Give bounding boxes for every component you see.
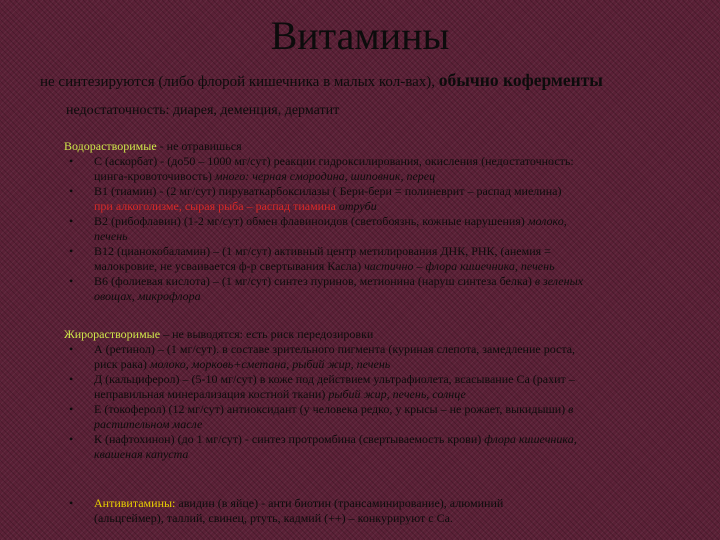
bullet-icon: • <box>69 372 74 386</box>
vitamin-c-line1: С (аскорбат) - (до50 – 1000 мг/сут) реакции гидроксилирования, окисления (недостаточность: <box>94 154 574 168</box>
vitamin-b2-sources-b: печень <box>94 229 128 243</box>
list-item-vitamin-k <box>64 432 676 462</box>
page-title: Витамины <box>270 13 450 58</box>
vitamin-a-line1: А (ретинол) – (1 мг/сут). в составе зрительного пигмента (куриная слепота, замедление роста, <box>94 342 576 356</box>
bullet-icon: • <box>69 496 74 510</box>
vitamin-b6-line2 <box>94 289 676 304</box>
bullet-icon: • <box>69 432 74 446</box>
vitamin-b12-line1: В12 (цианокобаламин) – (1 мг/сут) активный центр метилирования ДНК, РНК, (анемия = <box>94 244 551 258</box>
vitamin-c-line2 <box>94 169 676 184</box>
vitamin-e-text: Е (токоферол) (12 мг/сут) антиоксидант (у человека редко, у крысы – не рожает, выкидыши) <box>94 402 569 416</box>
vitamin-k-line1 <box>94 432 676 447</box>
deficiency-line: недостаточность: диарея, деменция, дерматит <box>66 103 340 118</box>
vitamin-b1-sources: отруби <box>338 199 377 213</box>
vitamin-d-sources: рыбий жир, печень, солнце <box>328 387 466 401</box>
vitamin-d-line2 <box>94 387 676 402</box>
bullet-icon: • <box>69 342 74 356</box>
water-heading: Водорастворимые <box>64 139 157 153</box>
list-item-vitamin-a <box>64 342 676 372</box>
fat-heading-rest: – не выводятся: есть риск передозировки <box>160 327 374 341</box>
fat-heading-line <box>64 327 676 342</box>
vitamin-e-sources-a: в <box>568 402 574 416</box>
vitamin-b12-sources: частично – флора кишечника, печень <box>364 259 555 273</box>
list-item-vitamin-e <box>64 402 676 432</box>
vitamin-a-line2-text: риск рака) <box>94 357 150 371</box>
vitamin-c-sources: много: черная смородина, шиповник, перец <box>214 169 436 183</box>
fat-heading: Жирорастворимые <box>64 327 161 341</box>
list-item-vitamin-b2 <box>64 214 676 244</box>
vitamin-b12-line2 <box>94 259 676 274</box>
bullet-icon: • <box>69 184 74 198</box>
vitamin-b12-line2-text: малокровие, не усваивается ф-р свертывания Касла) <box>94 259 365 273</box>
vitamin-b6-sources-b: овощах, микрофлора <box>94 289 201 303</box>
vitamin-b2-text: В2 (рибофлавин) (1-2 мг/сут) обмен флавиноидов (светобоязнь, кожные нарушения) <box>94 214 528 228</box>
list-item-vitamin-c <box>64 154 676 184</box>
vitamin-c-line2-text: цинга-кровоточивость) <box>94 169 215 183</box>
vitamin-e-line2 <box>94 417 676 432</box>
antivitamins-label: Антивитамины: <box>94 496 176 510</box>
vitamin-k-text: К (нафтохинон) (до 1 мг/сут) - синтез протромбина (свертываемость крови) <box>94 432 485 446</box>
antivitamins-line2: (альцгеймер), таллий, свинец, ртуть, кадмий (++) – конкурируют с Са. <box>94 511 453 525</box>
list-item-vitamin-b1 <box>64 184 676 214</box>
vitamin-b6-text: В6 (фолиевая кислота) – (1 мг/сут) синтез пуринов, метионина (наруш синтеза белка) <box>94 274 535 288</box>
bullet-icon: • <box>69 214 74 228</box>
subtitle-part1: не синтезируются (либо флорой кишечника в малых кол-вах), <box>40 74 435 90</box>
fat-soluble-section <box>64 327 676 462</box>
subtitle <box>40 70 603 91</box>
vitamin-b6-line1 <box>94 274 676 289</box>
vitamin-k-sources-b: квашеная капуста <box>94 447 189 461</box>
antivitamins-line1 <box>94 496 676 511</box>
vitamin-k-line2 <box>94 447 676 462</box>
vitamin-e-line1 <box>94 402 676 417</box>
vitamin-k-sources-a: флора кишечника, <box>484 432 577 446</box>
bullet-icon: • <box>69 154 74 168</box>
vitamin-a-line2 <box>94 357 676 372</box>
vitamin-a-sources: молоко, морковь+сметана, рыбий жир, печень <box>149 357 391 371</box>
bullet-icon: • <box>69 402 74 416</box>
vitamin-b2-line1 <box>94 214 676 229</box>
water-soluble-section <box>64 139 676 304</box>
vitamin-b1-line1: В1 (тиамин) - (2 мг/сут) пируваткарбоксилазы ( Бери-бери = полиневрит – распад миелина) <box>94 184 562 198</box>
vitamin-b2-line2 <box>94 229 676 244</box>
vitamin-b2-sources-a: молоко, <box>527 214 567 228</box>
vitamin-b1-line2 <box>94 199 676 214</box>
list-item-antivitamins <box>64 496 676 526</box>
vitamin-d-line1: Д (кальциферол) – (5-10 мг/сут) в коже под действием ультрафиолета, всасывание Са (рахит – <box>94 372 575 386</box>
water-heading-rest: - не отравишься <box>156 139 242 153</box>
bullet-icon: • <box>69 244 74 258</box>
subtitle-part2: обычно коферменты <box>438 70 603 90</box>
bullet-icon: • <box>69 274 74 288</box>
list-item-vitamin-b12 <box>64 244 676 274</box>
vitamin-e-sources-b: растительном масле <box>94 417 203 431</box>
vitamin-b6-sources-a: в зеленых <box>534 274 584 288</box>
vitamin-b1-red-note: при алкоголизме, сырая рыба – распад тиамина <box>94 199 339 213</box>
vitamin-d-line2-text: неправильная минерализация костной ткани) <box>94 387 329 401</box>
water-heading-line <box>64 139 676 154</box>
antivitamins-text: авидин (в яйце) - анти биотин (трансаминирование), алюминий <box>175 496 504 510</box>
antivitamins-section <box>64 496 676 526</box>
list-item-vitamin-b6 <box>64 274 676 304</box>
list-item-vitamin-d <box>64 372 676 402</box>
